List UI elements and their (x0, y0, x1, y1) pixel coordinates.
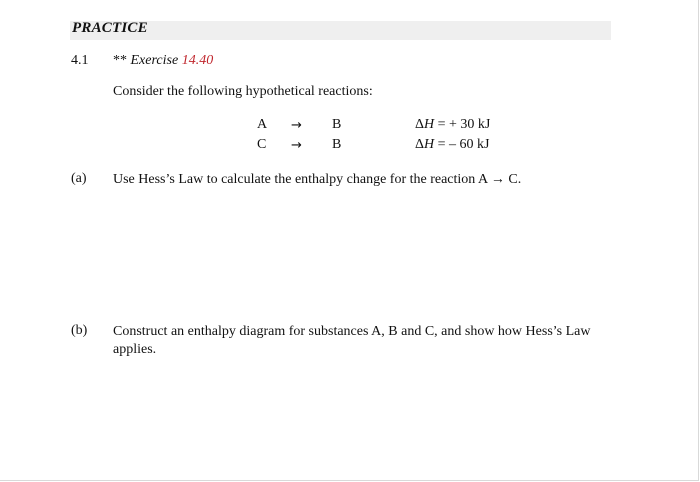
reaction-2-reactant: C (257, 137, 267, 152)
reaction-1-reactant: A (257, 117, 268, 132)
reaction-2-arrow: → (291, 138, 302, 153)
enthalpy-variable: H (424, 137, 435, 152)
part-b-text: Construct an enthalpy diagram for substances A, B and C, and show how Hess’s Law applies. (113, 324, 591, 357)
exercise-title (113, 53, 213, 69)
exercise-stars: ** (113, 53, 127, 68)
enthalpy-value: = – 60 kJ (434, 137, 490, 152)
enthalpy-variable: H (424, 117, 435, 132)
reaction-2-enthalpy (415, 137, 489, 153)
part-a-text: Use Hess’s Law to calculate the enthalpy change for the reaction A → C. (113, 172, 522, 187)
exercise-number: 4.1 (71, 53, 89, 68)
exercise-title-word: Exercise (130, 53, 179, 68)
intro-text: Consider the following hypothetical reactions: (113, 84, 373, 99)
reaction-2-product: B (332, 137, 342, 152)
delta-symbol: Δ (415, 137, 425, 152)
delta-symbol: Δ (415, 117, 425, 132)
part-a-label: (a) (71, 171, 87, 186)
heading-bar (70, 21, 611, 40)
reaction-1-arrow: → (291, 118, 302, 133)
exercise-reference: 14.40 (181, 53, 214, 68)
reaction-1-enthalpy (415, 117, 490, 133)
page-heading: PRACTICE (72, 20, 148, 36)
reaction-1-product: B (332, 117, 342, 132)
part-b-label: (b) (71, 323, 88, 338)
enthalpy-value: = + 30 kJ (434, 117, 491, 132)
